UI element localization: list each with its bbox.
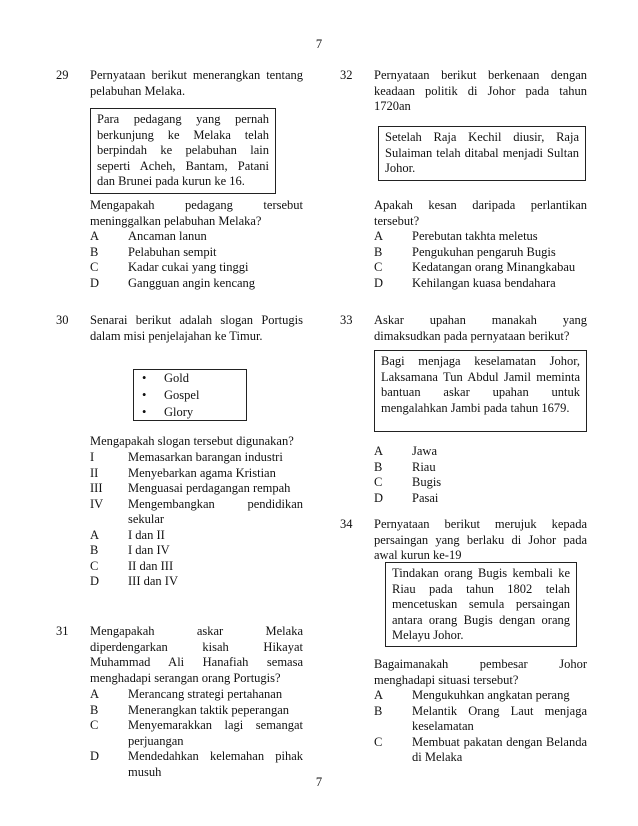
question-prompt: Bagaimanakah pembesar Johor menghadapi situasi tersebut? xyxy=(374,657,587,687)
option-b[interactable]: B Melantik Orang Laut menjaga keselamatan xyxy=(374,703,587,733)
options-list xyxy=(90,229,303,291)
roman-item-ii: II Menyebarkan agama Kristian xyxy=(90,465,276,480)
option-a[interactable]: A Merancang strategi pertahanan xyxy=(90,687,283,701)
statement-box: Setelah Raja Kechil diusir, Raja Sulaiman telah ditabal menjadi Sultan Johor. xyxy=(378,126,586,181)
option-d[interactable]: D Mendedahkan kelemahan pihak musuh xyxy=(90,749,303,779)
question-prompt: Apakah kesan daripada perlantikan tersebut? xyxy=(374,198,587,228)
option-c[interactable]: C Kedatangan orang Minangkabau xyxy=(374,260,576,274)
question-stem: Askar upahan manakah yang dimaksudkan pada pernyataan berikut? xyxy=(374,313,587,343)
option-d[interactable]: D Gangguan angin kencang xyxy=(90,275,256,290)
question-stem: Pernyataan berikut menerangkan tentang pelabuhan Melaka. xyxy=(90,68,303,98)
option-b[interactable]: B Menerangkan taktik peperangan xyxy=(90,702,290,717)
roman-item-i: I Memasarkan barangan industri xyxy=(90,450,283,464)
option-c[interactable]: C Menyemarakkan lagi semangat perjuangan xyxy=(90,718,303,748)
options-list xyxy=(374,688,587,766)
option-d[interactable]: D III dan IV xyxy=(90,574,178,588)
roman-list xyxy=(90,450,303,590)
slogan-box xyxy=(133,369,247,421)
question-prompt: Mengapakah slogan tersebut digunakan? xyxy=(90,434,294,448)
option-b[interactable]: B Pengukuhan pengaruh Bugis xyxy=(374,244,556,259)
page-number-top: 7 xyxy=(315,37,323,51)
options-list xyxy=(374,229,587,291)
question-prompt: Mengapakah pedagang tersebut meninggalkan pelabuhan Melaka? xyxy=(90,198,303,228)
options-list xyxy=(90,687,303,780)
question-number: 29 xyxy=(56,68,69,82)
statement-box: Para pedagang yang pernah berkunjung ke Melaka telah berpindah ke pelabuhan lain seperti Acheh, Bantam, Patani dan Brunei pada kurun ke 16. xyxy=(90,108,276,194)
option-a[interactable]: A Mengukuhkan angkatan perang xyxy=(374,688,570,702)
roman-item-iii: III Menguasai perdagangan rempah xyxy=(90,481,291,495)
option-b[interactable]: B Pelabuhan sempit xyxy=(90,244,217,259)
option-b[interactable]: B Riau xyxy=(374,459,436,474)
question-stem: Senarai berikut adalah slogan Portugis dalam misi penjelajahan ke Timur. xyxy=(90,313,303,343)
option-c[interactable]: C II dan III xyxy=(90,558,174,573)
option-c[interactable]: C Bugis xyxy=(374,475,442,489)
question-number: 31 xyxy=(56,624,69,638)
page-number-bottom: 7 xyxy=(315,775,323,789)
bullet-item: • Glory xyxy=(134,404,246,421)
option-c[interactable]: C Kadar cukai yang tinggi xyxy=(90,260,249,274)
question-stem: Pernyataan berikut berkenaan dengan keadaan politik di Johor pada tahun 1720an xyxy=(374,68,587,113)
option-d[interactable]: D Pasai xyxy=(374,490,439,505)
question-stem: Pernyataan berikut merujuk kepada persaingan yang berlaku di Johor pada awal kurun ke-19 xyxy=(374,517,587,562)
question-number: 34 xyxy=(340,517,353,531)
bullet-item: • Gospel xyxy=(134,387,246,404)
option-a[interactable]: A I dan II xyxy=(90,527,165,542)
option-a[interactable]: A Jawa xyxy=(374,444,437,458)
option-b[interactable]: B I dan IV xyxy=(90,543,170,557)
roman-item-iv: IV Mengembangkan pendidikan sekular xyxy=(90,496,303,526)
options-list xyxy=(374,444,587,506)
statement-box: Tindakan orang Bugis kembali ke Riau pada tahun 1802 telah mencetuskan semula persaingan antara orang Bugis dengan orang Melayu Johor. xyxy=(385,562,577,647)
question-stem: Mengapakah askar Melaka diperdengarkan kisah Hikayat Muhammad Ali Hanafiah semasa menghadapi serangan orang Portugis? xyxy=(90,624,303,685)
question-number: 30 xyxy=(56,313,69,327)
option-d[interactable]: D Kehilangan kuasa bendahara xyxy=(374,275,556,290)
bullet-item: • Gold xyxy=(134,370,246,387)
statement-box: Bagi menjaga keselamatan Johor, Laksamana Tun Abdul Jamil meminta bantuan askar upahan untuk mengalahkan Jambi pada tahun 1679. xyxy=(374,350,587,432)
question-number: 32 xyxy=(340,68,353,82)
question-number: 33 xyxy=(340,313,353,327)
option-c[interactable]: C Membuat pakatan dengan Belanda di Melaka xyxy=(374,734,587,764)
option-a[interactable]: A Ancaman lanun xyxy=(90,229,207,243)
option-a[interactable]: A Perebutan takhta meletus xyxy=(374,229,538,243)
